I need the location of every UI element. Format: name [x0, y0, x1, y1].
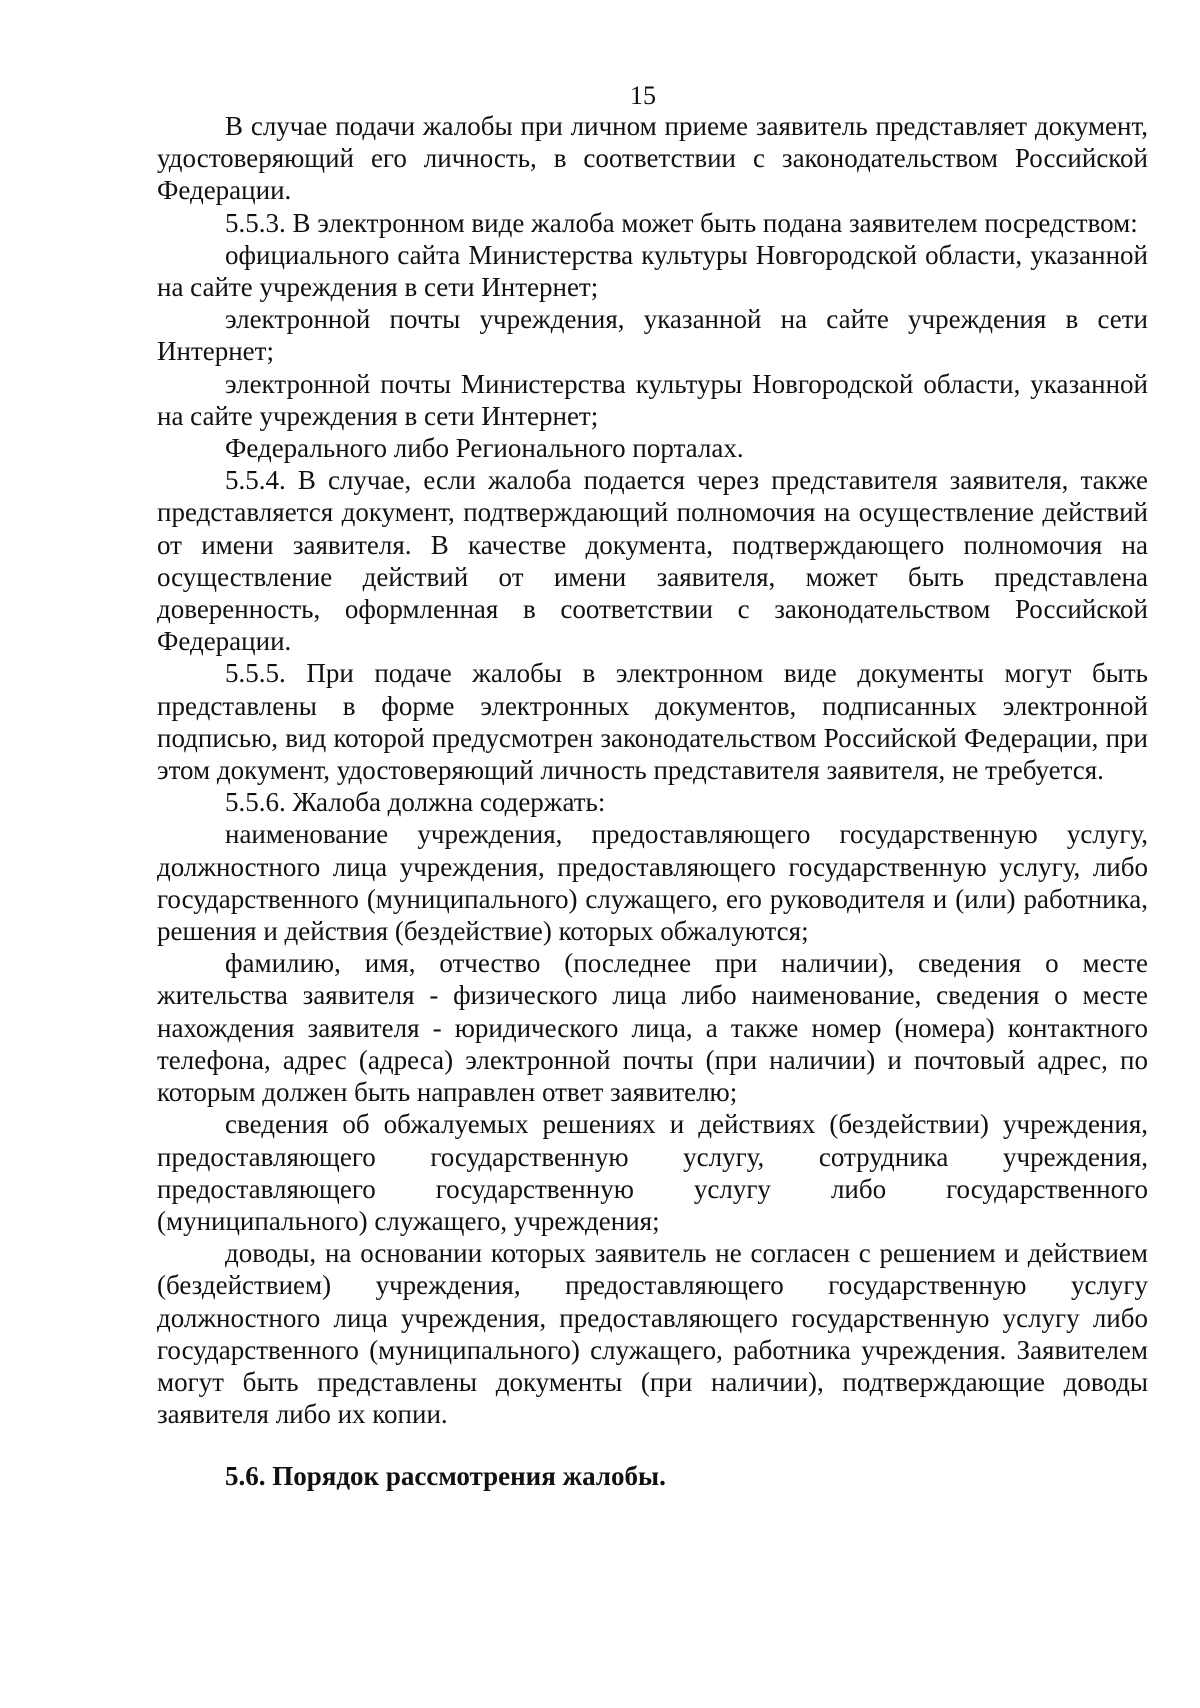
paragraph-5-5-6: 5.5.6. Жалоба должна содержать:: [225, 787, 606, 818]
paragraph-5-5-5: 5.5.5. При подаче жалобы в электронном виде документы могут быть представлены в форме электронных документов, подписанных электронной подписью, вид которой предусмотрен законодательством Российской Федерации, при этом документ, удостоверяющий личность представителя заявителя, не требуется.: [157, 658, 1148, 786]
list-item-portals: Федерального либо Регионального порталах.: [225, 433, 744, 464]
page-number: 15: [630, 81, 656, 110]
list-item-applicant-details: фамилию, имя, отчество (последнее при наличии), сведения о месте жительства заявителя - физического лица либо наименование, сведения о месте нахождения заявителя - юридического лица, а также номер (номера) контактного телефона, адрес (адреса) электронной почты (при наличии) и почтовый адрес, по которым должен быть направлен ответ заявителю;: [157, 948, 1148, 1108]
section-heading: 5.6. Порядок рассмотрения жалобы.: [225, 1461, 666, 1492]
list-item-appealed-decisions: сведения об обжалуемых решениях и действиях (бездействии) учреждения, предоставляющего государственную услугу, сотрудника учреждения, предоставляющего государственную услугу либо государственного (муниципального) служащего, учреждения;: [157, 1109, 1148, 1236]
list-item-arguments: доводы, на основании которых заявитель не согласен с решением и действием (бездействием) учреждения, предоставляющего государственную услугу должностного лица учреждения, предоставляющего государственную услугу либо государственного (муниципального) служащего, работника учреждения. Заявителем могут быть представлены документы (при наличии), подтверждающие доводы заявителя либо их копии.: [157, 1238, 1148, 1430]
list-item-ministry-email: электронной почты Министерства культуры Новгородской области, указанной на сайте учреждения в сети Интернет;: [157, 368, 1148, 431]
list-item-institution-name: наименование учреждения, предоставляющего государственную услугу, должностного лица учреждения, предоставляющего государственную услугу, либо государственного (муниципального) служащего, его руководителя и (или) работника, решения и действия (бездействие) которых обжалуются;: [157, 819, 1148, 947]
document-body: [157, 110, 1148, 1493]
list-item-ministry-site: официального сайта Министерства культуры Новгородской области, указанной на сайте учреждения в сети Интернет;: [157, 239, 1148, 303]
list-item-institution-email: электронной почты учреждения, указанной на сайте учреждения в сети Интернет;: [157, 304, 1148, 367]
paragraph-5-5-3: 5.5.3. В электронном виде жалоба может быть подана заявителем посредством:: [225, 207, 1138, 238]
paragraph-personal-reception: В случае подачи жалобы при личном приеме заявитель представляет документ, удостоверяющий его личность, в соответствии с законодательством Российской Федерации.: [157, 111, 1148, 206]
paragraph-5-5-4: 5.5.4. В случае, если жалоба подается через представителя заявителя, также представляется документ, подтверждающий полномочия на осуществление действий от имени заявителя. В качестве документа, подтверждающего полномочия на осуществление действий от имени заявителя, может быть представлена доверенность, оформленная в соответствии с законодательством Российской Федерации.: [157, 465, 1148, 657]
